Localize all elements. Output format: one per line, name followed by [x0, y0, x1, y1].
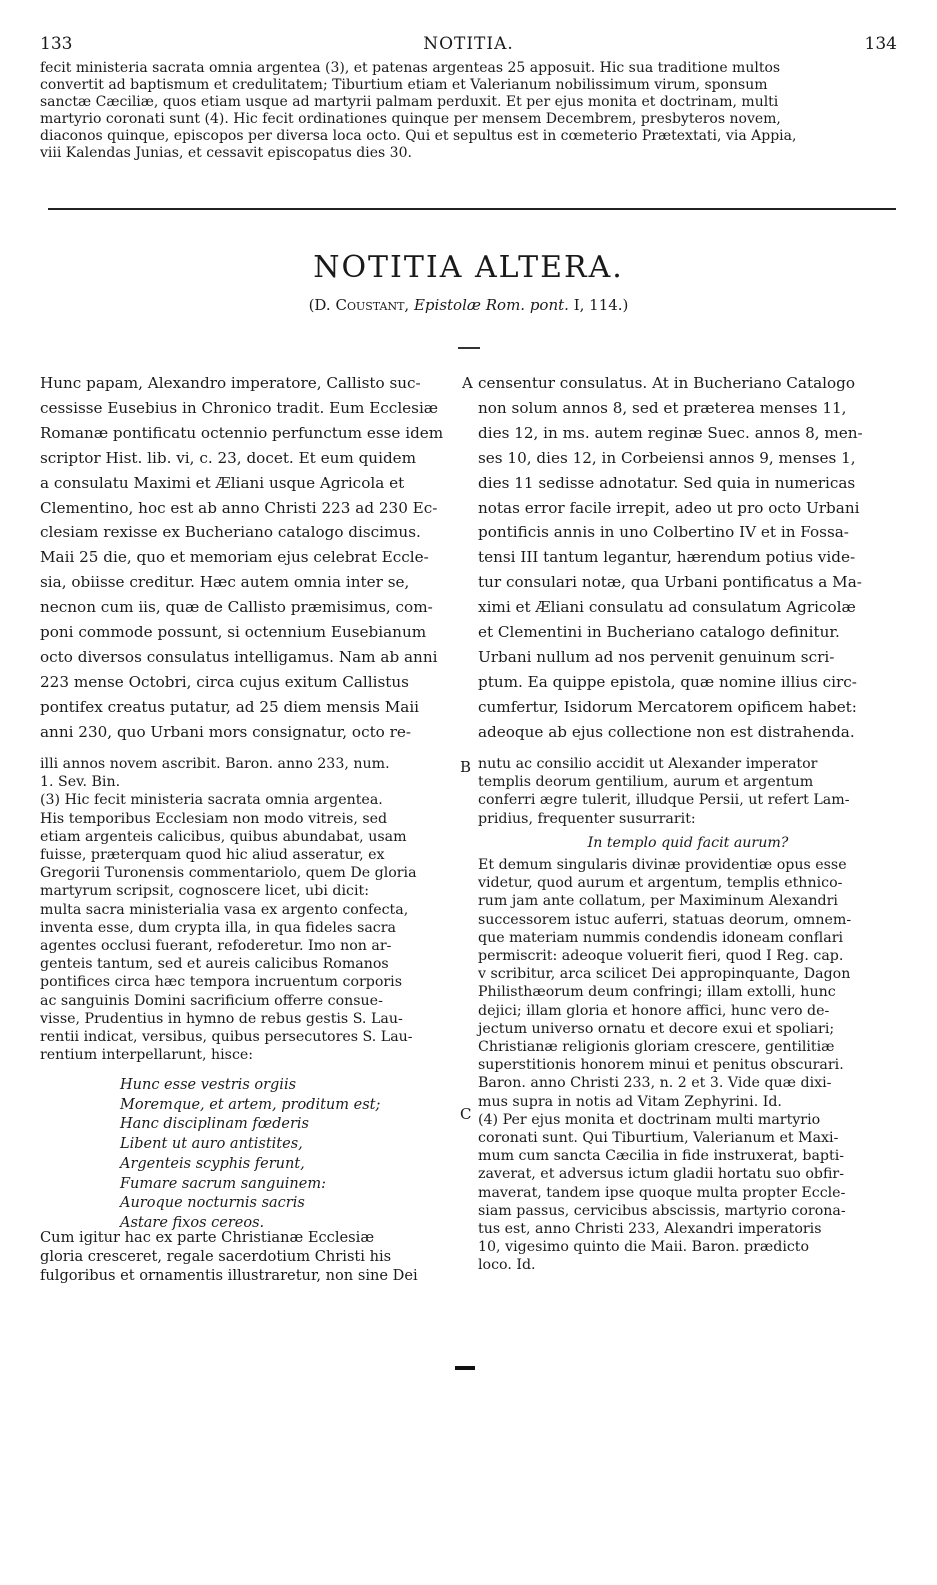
- note-line: tus est, anno Christi 233, Alexandri imperatoris: [478, 1221, 822, 1238]
- text-line: pontifex creatus putatur, ad 25 diem mensis Maii: [40, 697, 420, 716]
- note-line: loco. Id.: [478, 1257, 536, 1274]
- text-line: Urbani nullum ad nos pervenit genuinum scri-: [478, 647, 835, 666]
- note-line: His temporibus Ecclesiam non modo vitreis, sed: [40, 810, 388, 827]
- note-line: Et demum singularis divinæ providentiæ opus esse: [478, 857, 847, 874]
- note-line: gloria cresceret, regale sacerdotium Christi his: [40, 1248, 392, 1265]
- top-paragraph: [40, 60, 898, 162]
- note-line: illi annos novem ascribit. Baron. anno 233, num.: [40, 756, 390, 772]
- text-line: fecit ministeria sacrata omnia argentea (3), et patenas argenteas 25 apposuit. Hic sua traditione multos: [40, 60, 781, 76]
- note-line: [40, 773, 460, 791]
- verse-line: Fumare sacrum sanguinem:: [120, 1175, 326, 1192]
- text-line: notas error facile irrepit, adeo ut pro octo Urbani: [478, 498, 860, 517]
- margin-letter-a: A: [462, 374, 473, 392]
- note-line: (3) Hic fecit ministeria sacrata omnia argentea.: [40, 792, 383, 809]
- margin-letter-b: B: [460, 758, 472, 776]
- note-line: rentii indicat, versibus, quibus persecutores S. Lau-: [40, 1029, 413, 1046]
- note-line: pontifices circa hæc tempora incruentum corporis: [40, 974, 402, 991]
- text-line: et Clementini in Bucheriano catalogo definitur.: [478, 623, 840, 642]
- text-line: diaconos quinque, episcopos per diversa loca octo. Qui et sepultus est in cœmeterio Prætextati, via Appia,: [40, 128, 797, 144]
- right-column: [478, 371, 898, 745]
- text-line: Clementino, hoc est ab anno Christi 223 ad 230 Ec-: [40, 498, 438, 517]
- note-line: zaverat, et adversus ictum gladii hortatu suo obfir-: [478, 1166, 844, 1183]
- text-line: viii Kalendas Junias, et cessavit episcopatus dies 30.: [40, 145, 412, 161]
- section-source: (D. Coustant, Epistolæ Rom. pont. I, 114.): [308, 296, 629, 314]
- text-line: 223 mense Octobri, circa cujus exitum Callistus: [40, 672, 409, 691]
- note-line: 10, vigesimo quinto die Maii. Baron. prædicto: [478, 1239, 810, 1256]
- verse-line: Astare fixos cereos.: [120, 1214, 265, 1231]
- note-line: inventa esse, dum crypta illa, in qua fideles sacra: [40, 919, 396, 936]
- text-line: adeoque ab ejus collectione non est distrahenda.: [478, 722, 855, 741]
- text-line: poni commode possunt, si octennium Eusebianum: [40, 623, 427, 642]
- text-line: censentur consulatus. At in Bucheriano Catalogo: [478, 374, 856, 392]
- note-line: que materiam nummis condendis idoneam conflari: [478, 929, 844, 946]
- text-line: a consulatu Maximi et Æliani usque Agricola et: [40, 473, 405, 492]
- text-line: clesiam rexisse ex Bucheriano catalogo discimus.: [40, 523, 421, 542]
- text-line: tensi III tantum legantur, hærendum potius vide-: [478, 548, 856, 567]
- note-ref: 1. Sev. Bin.: [40, 774, 121, 791]
- source-author: Coustant: [335, 296, 405, 314]
- note-line: martyrum scripsit, cognoscere licet, ubi dicit:: [40, 883, 370, 900]
- text-line: Maii 25 die, quo et memoriam ejus celebrat Eccle-: [40, 548, 429, 567]
- end-mark: [455, 1366, 475, 1370]
- left-notes-end: [40, 1228, 460, 1285]
- verse-line: Libent ut auro antistites,: [120, 1136, 303, 1153]
- note-line: siam passus, cervicibus abscissis, martyrio corona-: [478, 1202, 846, 1219]
- prudentius-verses: [120, 1076, 380, 1234]
- note-line: maverat, tandem ipse quoque multa propter Eccle-: [478, 1184, 846, 1201]
- note-line: superstitionis honorem minui et penitus obscurari.: [478, 1057, 844, 1074]
- note-line: templis deorum gentilium, aurum et argentum: [478, 774, 814, 791]
- title-dash: [458, 347, 480, 349]
- note-line: jectum universo ornatu et decore exui et spoliari;: [478, 1020, 835, 1037]
- note-line: Cum igitur hac ex parte Christianæ Ecclesiæ: [40, 1229, 375, 1246]
- verse-line: Auroque nocturnis sacris: [120, 1195, 305, 1212]
- note-line: agentes occlusi fuerant, refoderetur. Imo non ar-: [40, 938, 392, 955]
- text-line: Hunc papam, Alexandro imperatore, Callisto suc-: [40, 374, 421, 392]
- note-line: (4) Per ejus monita et doctrinam multi martyrio: [478, 1111, 821, 1128]
- text-line: ximi et Æliani consulatu ad consulatum Agricolæ: [478, 598, 856, 617]
- note-line: fuisse, præterquam quod hic aliud asseratur, ex: [40, 847, 385, 864]
- note-line: mum cum sancta Cæcilia in fide instruxerat, bapti-: [478, 1148, 845, 1165]
- note-line: videtur, quod aurum et argentum, templis ethnico-: [478, 875, 843, 892]
- note-line: etiam argenteis calicibus, quibus abundabat, usam: [40, 828, 407, 845]
- section-title: NOTITIA ALTERA.: [313, 250, 624, 285]
- text-line: tur consulari notæ, qua Urbani pontificatus a Ma-: [478, 573, 862, 592]
- note-line: Philisthæorum deum confringi; illam extolli, hunc: [478, 984, 836, 1001]
- note-line: rentium interpellarunt, hisce:: [40, 1047, 254, 1064]
- note-line: nutu ac consilio accidit ut Alexander imperator: [478, 756, 818, 772]
- page-number-right: 134: [864, 34, 897, 54]
- note-line: pridius, frequenter susurrarit:: [478, 810, 696, 827]
- text-line: sanctæ Cæciliæ, quos etiam usque ad martyrii palmam perduxit. Et per ejus monita et doctrinam, multi: [40, 94, 779, 110]
- right-notes: [478, 755, 898, 1275]
- source-work: Epistolæ Rom. pont.: [413, 296, 569, 314]
- verse-line: Hunc esse vestris orgiis: [120, 1077, 297, 1093]
- note-line: genteis tantum, sed et aureis calicibus Romanos: [40, 956, 389, 973]
- note-line: visse, Prudentius in hymno de rebus gestis S. Lau-: [40, 1010, 403, 1027]
- note-line: mus supra in notis ad Vitam Zephyrini. Id.: [478, 1093, 782, 1110]
- note-line: Baron. anno Christi 233, n. 2 et 3. Vide quæ dixi-: [478, 1075, 832, 1092]
- text-line: pontificis annis in uno Colbertino IV et in Fossa-: [478, 523, 849, 542]
- source-open: (D.: [308, 296, 336, 314]
- source-ref: I, 114.): [568, 296, 629, 314]
- text-line: anni 230, quo Urbani mors consignatur, octo re-: [40, 722, 412, 741]
- note-line: Gregorii Turonensis commentariolo, quem De gloria: [40, 865, 417, 882]
- text-line: ptum. Ea quippe epistola, quæ nomine illius circ-: [478, 672, 857, 691]
- text-line: martyrio coronati sunt (4). Hic fecit ordinationes quinque per mensem Decembrem, presbyteros novem,: [40, 111, 781, 127]
- left-column: [40, 371, 460, 745]
- note-line: conferri ægre tulerit, illudque Persii, ut refert Lam-: [478, 792, 850, 809]
- verse-line: Argenteis scyphis ferunt,: [120, 1155, 305, 1172]
- left-notes: [40, 755, 460, 1064]
- text-line: Romanæ pontificatu octennio perfunctum esse idem: [40, 423, 444, 442]
- text-line: sia, obiisse creditur. Hæc autem omnia inter se,: [40, 573, 410, 592]
- verse-line: Moremque, et artem, proditum est;: [120, 1096, 381, 1113]
- note-line: rum jam ante collatum, per Maximinum Alexandri: [478, 893, 838, 910]
- running-header: [40, 34, 897, 56]
- note-line: successorem istuc auferri, statuas deorum, omnem-: [478, 911, 852, 928]
- text-line: ses 10, dies 12, in Corbeiensi annos 9, menses 1,: [478, 448, 856, 467]
- page-number-left: 133: [40, 34, 73, 54]
- note-line: fulgoribus et ornamentis illustraretur, non sine Dei: [40, 1267, 418, 1284]
- note-line: permiscrit: adeoque voluerit fieri, quod I Reg. cap.: [478, 948, 844, 965]
- persius-quote: In templo quid facit aurum?: [587, 834, 789, 851]
- note-line: Christianæ religionis gloriam crescere, gentilitiæ: [478, 1039, 835, 1056]
- margin-letter-c: C: [460, 1105, 472, 1123]
- note-line: coronati sunt. Qui Tiburtium, Valerianum et Maxi-: [478, 1130, 839, 1147]
- text-line: cessisse Eusebius in Chronico tradit. Eum Ecclesiæ: [40, 398, 439, 417]
- note-line: v scribitur, arca scilicet Dei appropinquante, Dagon: [478, 966, 851, 983]
- text-line: non solum annos 8, sed et præterea menses 11,: [478, 398, 847, 417]
- text-line: scriptor Hist. lib. vi, c. 23, docet. Et eum quidem: [40, 448, 417, 467]
- text-line: dies 12, in ms. autem reginæ Suec. annos 8, men-: [478, 423, 863, 442]
- text-line: octo diversos consulatus intelligamus. Nam ab anni: [40, 647, 438, 666]
- note-line: multa sacra ministerialia vasa ex argento confecta,: [40, 901, 409, 918]
- note-line: dejici; illam gloria et honore affici, hunc vero de-: [478, 1002, 830, 1019]
- note-line: ac sanguinis Domini sacrificium offerre consue-: [40, 992, 383, 1009]
- running-title: NOTITIA.: [423, 34, 514, 54]
- text-line: dies 11 sedisse adnotatur. Sed quia in numericas: [478, 473, 856, 492]
- verse-line: Hanc disciplinam fœderis: [120, 1116, 309, 1133]
- text-line: necnon cum iis, quæ de Callisto præmisimus, com-: [40, 598, 433, 617]
- text-line: convertit ad baptismum et credulitatem; Tiburtium etiam et Valerianum nobilissimum virum, sponsum: [40, 77, 768, 93]
- section-rule: [48, 208, 896, 210]
- text-line: cumfertur, Isidorum Mercatorem opificem habet:: [478, 697, 857, 716]
